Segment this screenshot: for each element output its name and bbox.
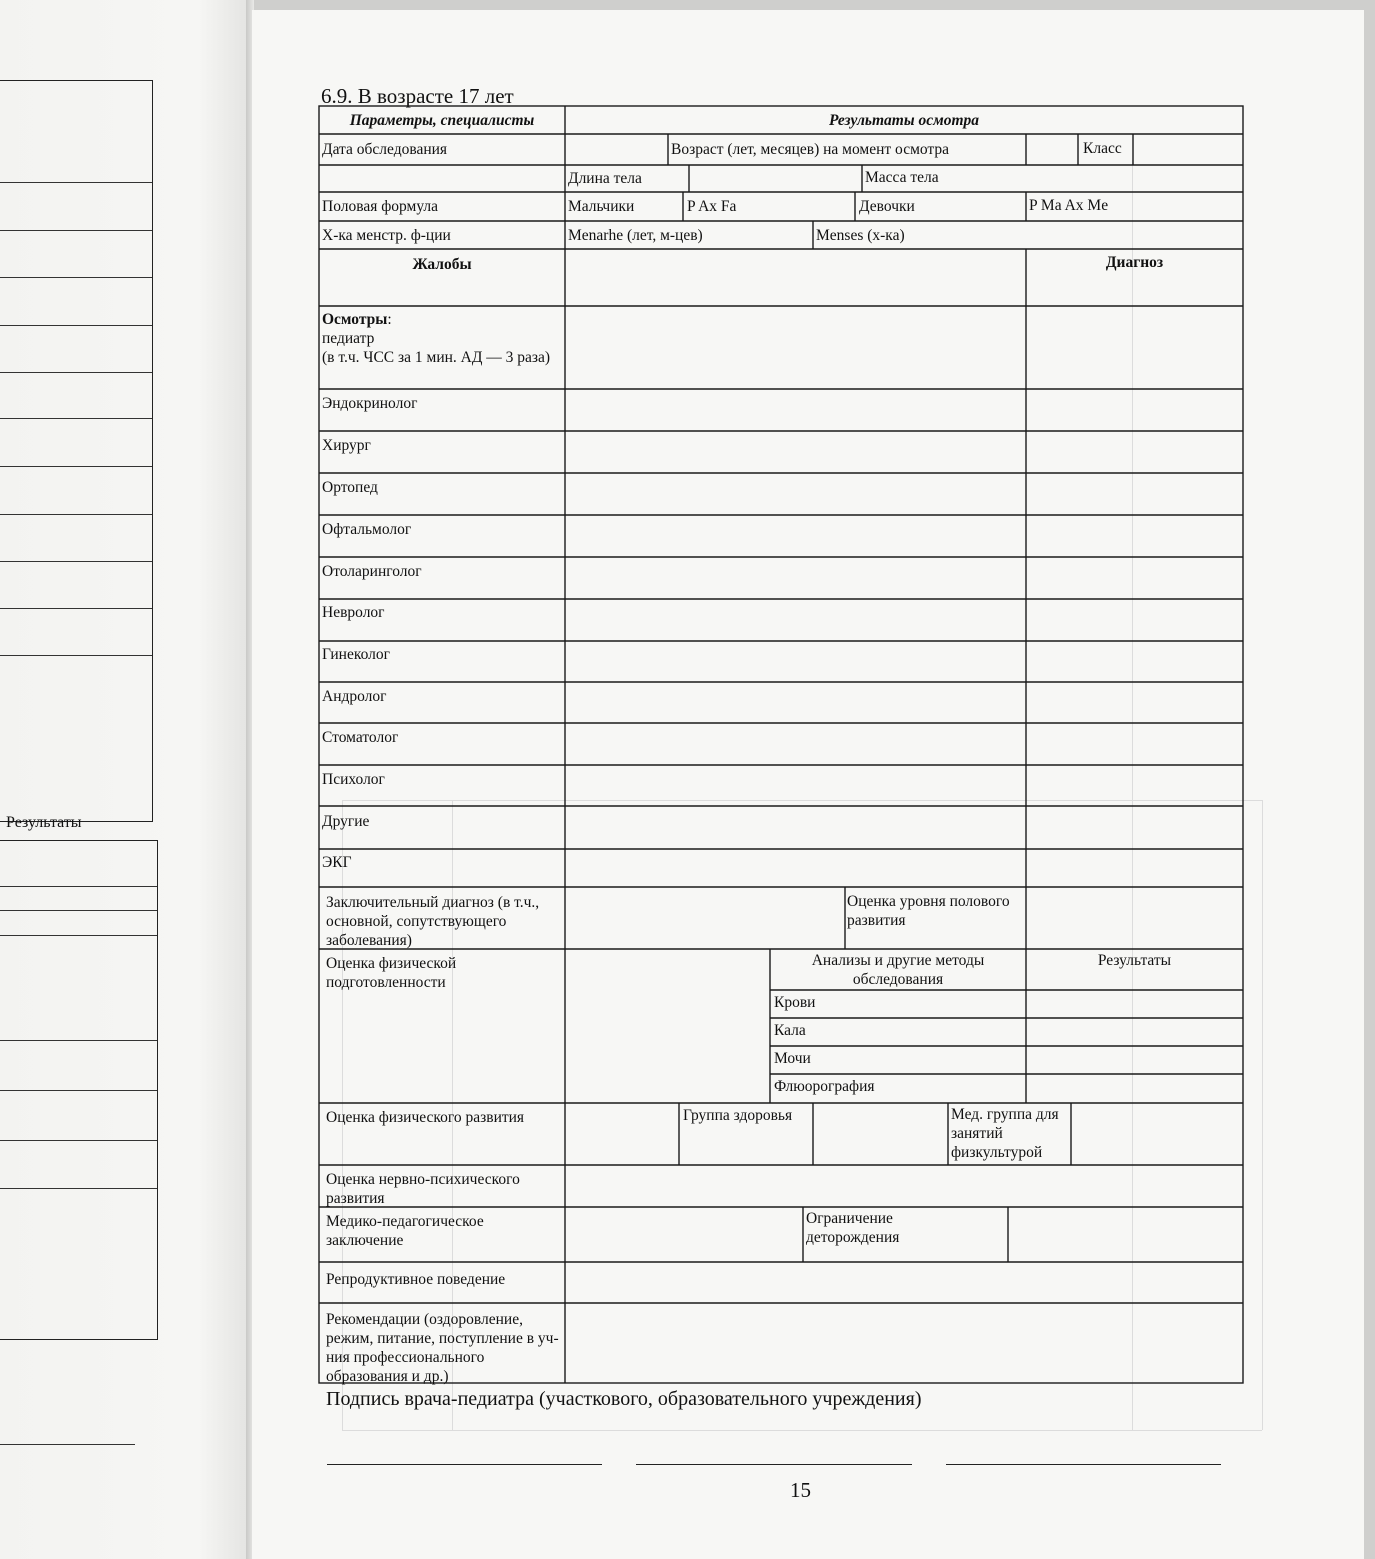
body-mass-label: Масса тела (865, 169, 939, 186)
boys-formula: P Ax Fa (687, 198, 737, 215)
specialist-dentist: Стоматолог (322, 729, 399, 746)
left-rule (0, 1090, 157, 1091)
urine-label: Мочи (774, 1050, 811, 1067)
final-diagnosis-label: Заключительный диагноз (в т.ч., основной, сопутствующего заболевания) (326, 894, 540, 949)
signature-caption: Подпись врача-педиатра (участкового, образовательного учреждения) (326, 1388, 922, 1410)
left-rule (0, 277, 152, 278)
blood-label: Крови (774, 994, 816, 1011)
pediatrician-note: (в т.ч. ЧСС за 1 мин. АД — 3 раза) (322, 349, 551, 366)
left-rule (0, 1040, 157, 1041)
class-label: Класс (1083, 140, 1122, 157)
signature-line-3[interactable] (946, 1464, 1221, 1465)
section-title: 6.9. В возрасте 17 лет (321, 84, 514, 108)
left-signature-line (0, 1444, 135, 1445)
left-rule (0, 182, 152, 183)
signature-line-2[interactable] (636, 1464, 912, 1465)
exams-label: Осмотры (322, 311, 388, 328)
left-results-label: Результаты (6, 814, 82, 831)
left-rule (0, 230, 152, 231)
exams-block (322, 310, 560, 367)
repro-label: Репродуктивное поведение (326, 1271, 506, 1288)
left-rule (0, 1188, 157, 1189)
left-rule (0, 935, 157, 936)
specialist-endocrinologist: Эндокринолог (322, 395, 418, 412)
header-results: Результаты осмотра (828, 112, 980, 129)
phys-fitness-label: Оценка физической подготовленности (326, 955, 457, 991)
sex-formula-label: Половая формула (322, 198, 439, 215)
page-number: 15 (790, 1478, 811, 1502)
age-at-exam-label: Возраст (лет, месяцев) на момент осмотра (671, 141, 950, 158)
specialist-psychologist: Психолог (322, 771, 385, 788)
girls-label: Девочки (859, 198, 915, 215)
stool-label: Кала (774, 1022, 806, 1039)
left-page (0, 0, 248, 1559)
left-rule (0, 418, 152, 419)
left-rule (0, 561, 152, 562)
left-rule (0, 886, 157, 887)
med-ped-label: Медико-педагогическое заключение (326, 1213, 484, 1249)
med-group-label: Мед. группа для занятий физкультурой (951, 1106, 1059, 1161)
left-rule (0, 608, 152, 609)
signature-line-1[interactable] (327, 1464, 602, 1465)
menses-label: Menses (х-ка) (816, 227, 905, 244)
left-rule (0, 325, 152, 326)
girls-formula: P Ma Ax Me (1029, 197, 1109, 214)
analyses-results-label: Результаты (1097, 952, 1172, 969)
analyses-label: Анализы и другие методы обследования (811, 952, 985, 988)
left-rule (0, 514, 152, 515)
diagnosis-label: Диагноз (1105, 254, 1164, 271)
left-page-table-top (0, 80, 153, 822)
specialist-gynecologist: Гинеколог (322, 646, 390, 663)
specialist-other: Другие (322, 813, 370, 830)
specialist-otolaryngologist: Отоларинголог (322, 563, 422, 580)
sex-dev-assessment-label: Оценка уровня полового развития (847, 893, 1010, 929)
exam-date-label: Дата обследования (322, 141, 448, 158)
health-group-label: Группа здоровья (683, 1107, 793, 1124)
exams-colon: : (387, 311, 392, 328)
left-rule (0, 466, 152, 467)
childbirth-limit-label: Ограничение деторождения (806, 1210, 900, 1246)
menarhe-label: Menarhe (лет, м-цев) (568, 227, 703, 244)
left-rule (0, 372, 152, 373)
specialist-ophthalmologist: Офтальмолог (322, 521, 412, 538)
left-rule (0, 1140, 157, 1141)
phys-dev-label: Оценка физического развития (326, 1109, 525, 1126)
fluoro-label: Флюорография (774, 1078, 875, 1095)
left-rule (0, 655, 152, 656)
menstr-label: Х-ка менстр. ф-ции (322, 227, 451, 244)
neuro-dev-label: Оценка нервно-психического развития (326, 1171, 520, 1207)
complaints-label: Жалобы (412, 256, 472, 273)
specialist-neurologist: Невролог (322, 604, 385, 621)
body-length-label: Длина тела (568, 170, 642, 187)
specialist-orthopedist: Ортопед (322, 479, 378, 496)
header-params: Параметры, специалисты (349, 112, 535, 129)
pediatrician-label: педиатр (322, 330, 375, 347)
specialist-andrologist: Андролог (322, 688, 387, 705)
specialist-ecg: ЭКГ (322, 854, 352, 871)
recommend-label: Рекомендации (оздоровление, режим, питание, поступление в уч-ния профессионального образования и др.) (326, 1311, 559, 1385)
left-rule (0, 910, 157, 911)
specialist-surgeon: Хирург (322, 437, 371, 454)
boys-label: Мальчики (568, 198, 635, 215)
